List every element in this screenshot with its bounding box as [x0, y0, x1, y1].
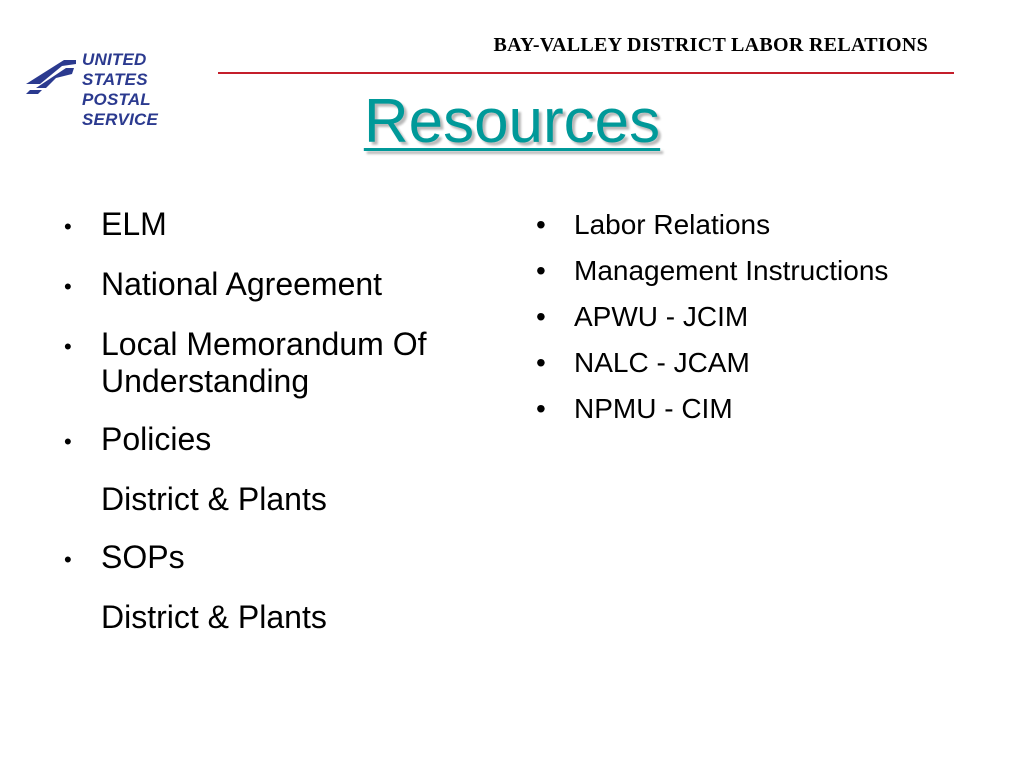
header-divider — [218, 72, 954, 74]
list-item-label: SOPs — [101, 539, 185, 575]
slide-title: Resources — [363, 87, 661, 156]
list-item-label: NALC - JCAM — [574, 347, 750, 378]
bullet-icon: • — [536, 393, 546, 424]
right-resource-list — [532, 208, 1002, 438]
bullet-icon: • — [64, 429, 72, 454]
list-item — [58, 206, 478, 245]
list-item-label: District & Plants — [101, 599, 327, 635]
list-item — [58, 266, 478, 305]
list-item-label: Labor Relations — [574, 209, 771, 240]
list-item-label: Policies — [101, 421, 212, 457]
list-item — [532, 392, 1002, 426]
bullet-icon: • — [64, 274, 72, 299]
logo-line-1: UNITED STATES — [82, 50, 148, 89]
list-item — [58, 421, 478, 460]
list-item-label: NPMU - CIM — [574, 393, 733, 424]
bullet-icon: • — [536, 347, 546, 378]
list-item-label: National Agreement — [101, 266, 383, 302]
list-item — [532, 254, 1002, 288]
list-item-label: Management Instructions — [574, 255, 889, 286]
header-title: BAY-VALLEY DISTRICT LABOR RELATIONS — [493, 34, 928, 56]
bullet-icon: • — [64, 214, 72, 239]
list-item-label: ELM — [101, 206, 167, 242]
list-item-label: Local Memorandum Of Understanding — [101, 326, 427, 399]
list-subitem — [58, 599, 478, 636]
bullet-icon: • — [536, 301, 546, 332]
bullet-icon: • — [536, 209, 546, 240]
left-resource-list — [58, 206, 478, 657]
list-item — [532, 346, 1002, 380]
bullet-icon: • — [536, 255, 546, 286]
list-item — [532, 300, 1002, 334]
list-item — [58, 539, 478, 578]
bullet-icon: • — [64, 547, 72, 572]
bullet-icon: • — [64, 334, 72, 359]
list-item — [532, 208, 1002, 242]
list-item-label: APWU - JCIM — [574, 301, 749, 332]
logo-line-2: POSTAL SERVICE — [82, 90, 159, 129]
list-item-label: District & Plants — [101, 481, 327, 517]
list-subitem — [58, 481, 478, 518]
list-item — [58, 326, 478, 400]
